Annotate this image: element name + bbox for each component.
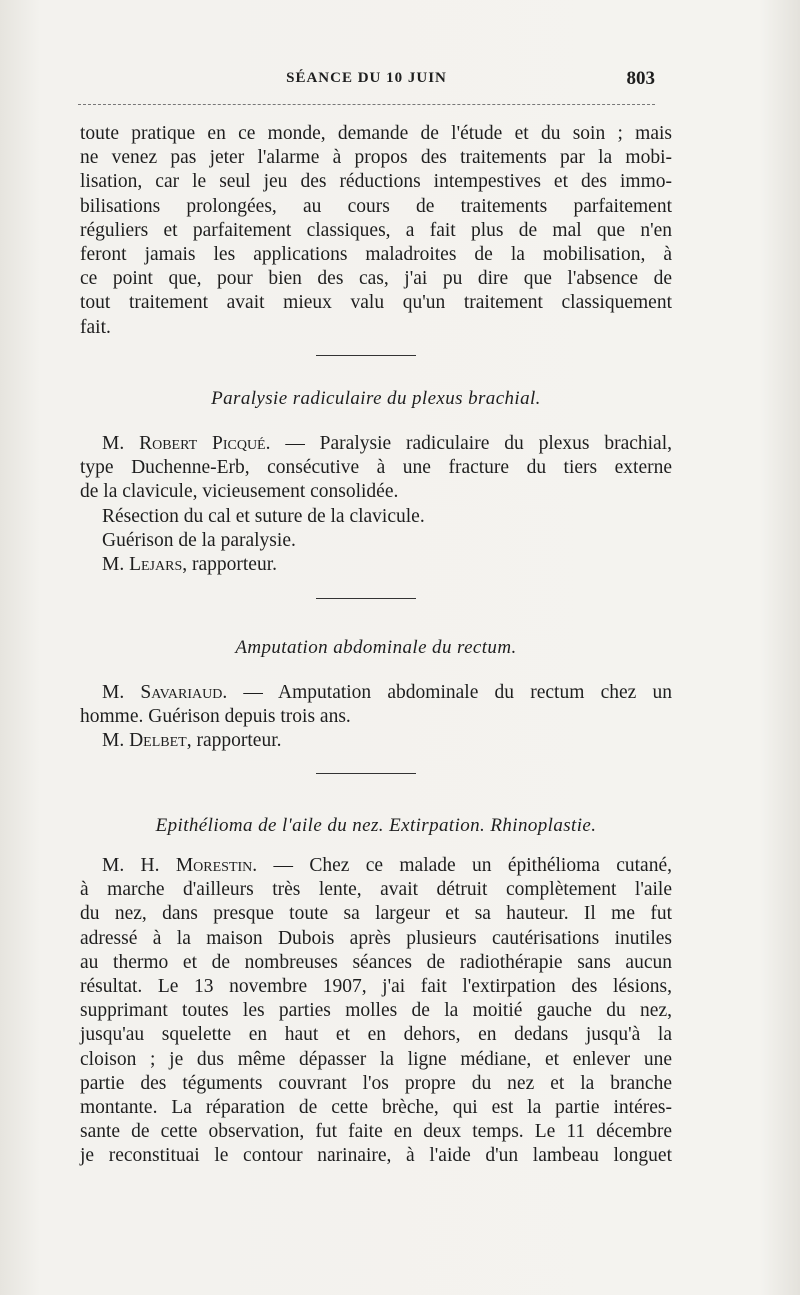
text-line: toute pratique en ce monde, demande de l'étude et du soin ; mais — [80, 123, 672, 144]
text-line: ce point que, pour bien des cas, j'ai pu dire que l'absence de — [80, 268, 672, 290]
text-line: fait. — [80, 316, 111, 338]
header-rule — [78, 104, 655, 105]
section-heading: Paralysie radiculaire du plexus brachial. — [211, 388, 541, 409]
reporter-prefix: M. — [102, 554, 130, 576]
author-prefix: M. — [102, 682, 141, 703]
text-line: homme. Guérison depuis trois ans. — [80, 706, 351, 728]
text-line: partie des téguments couvrant l'os propre du nez et la branche — [80, 1072, 672, 1094]
reporter-name: Delbet — [129, 730, 187, 752]
text-line: bilisations prolongées, au cours de traitements parfaitement — [80, 195, 672, 217]
text-line: Guérison de la paralysie. — [102, 529, 296, 551]
reporter-line — [80, 553, 672, 577]
page-number: 803 — [626, 68, 655, 89]
text-line: résultat. Le 13 novembre 1907, j'ai fait l'extirpation des lésions, — [80, 976, 672, 998]
text-line — [80, 681, 672, 705]
text-fragment: . — Paralysie radiculaire du plexus brachial, — [265, 433, 673, 454]
author-prefix: M. — [102, 433, 140, 454]
text-fragment: . — Amputation abdominale du rectum chez un — [222, 682, 673, 703]
section3-body — [80, 854, 672, 1169]
reporter-suffix: , rapporteur. — [186, 730, 282, 752]
text-line: adressé à la maison Dubois après plusieurs cautérisations inutiles — [80, 927, 672, 949]
text-line: sante de cette observation, fut faite en deux temps. Le 11 décembre — [80, 1121, 672, 1143]
text-line: à marche d'ailleurs très lente, avait détruit complètement l'aile — [80, 879, 672, 901]
reporter-prefix: M. — [102, 730, 130, 752]
section-heading: Amputation abdominale du rectum. — [235, 637, 517, 658]
text-line: du nez, dans presque toute sa largeur et sa hauteur. Il me fut — [80, 903, 672, 925]
text-line: de la clavicule, vicieusement consolidée. — [80, 481, 399, 503]
running-header — [78, 70, 655, 96]
text-line: tout traitement avait mieux valu qu'un traitement classiquement — [80, 292, 672, 314]
text-line: cloison ; je dus même dépasser la ligne médiane, et enlever une — [80, 1048, 672, 1070]
author-name: Savariaud — [140, 682, 223, 703]
text-fragment: . — Chez ce malade un épithélioma cutané, — [252, 855, 672, 876]
section-separator — [316, 773, 416, 774]
text-line: Résection du cal et suture de la clavicule. — [102, 505, 425, 527]
text-line: montante. La réparation de cette brèche, qui est la partie intéres- — [80, 1097, 672, 1119]
text-line: au thermo et de nombreuses séances de radiothérapie sans aucun — [80, 951, 672, 973]
section-heading: Epithélioma de l'aile du nez. Extirpation. Rhinoplastie. — [155, 815, 597, 836]
text-line: lisation, car le seul jeu des réductions intempestives et des immo- — [80, 171, 672, 193]
reporter-name: Lejars — [129, 554, 183, 576]
text-line: jusqu'au squelette en haut et en dehors, en dedans jusqu'à la — [80, 1024, 672, 1046]
section1-body — [80, 432, 672, 577]
text-line: je reconstituai le contour narinaire, à l'aide d'un lambeau longuet — [80, 1145, 672, 1167]
text-line: supprimant toutes les parties molles de la moitié gauche du nez, — [80, 1000, 672, 1022]
reporter-suffix: , rapporteur. — [182, 554, 278, 576]
reporter-line — [80, 729, 672, 753]
text-line: réguliers et parfaitement classiques, a fait plus de mal que n'en — [80, 219, 672, 241]
text-line — [80, 854, 672, 878]
author-prefix: M. H. — [102, 855, 176, 876]
text-line: type Duchenne-Erb, consécutive à une fracture du tiers externe — [80, 457, 672, 479]
running-title: SÉANCE DU 10 JUIN — [286, 70, 447, 86]
text-line: feront jamais les applications maladroites de la mobilisation, à — [80, 244, 672, 266]
author-name: Morestin — [175, 855, 253, 876]
section2-body — [80, 681, 672, 754]
section-separator — [316, 598, 416, 599]
intro-paragraph — [80, 122, 672, 340]
text-line: ne venez pas jeter l'alarme à propos des traitements par la mobi- — [80, 147, 672, 169]
author-name: Robert Picqué — [139, 433, 266, 454]
text-line — [80, 432, 672, 456]
section-separator — [316, 355, 416, 356]
